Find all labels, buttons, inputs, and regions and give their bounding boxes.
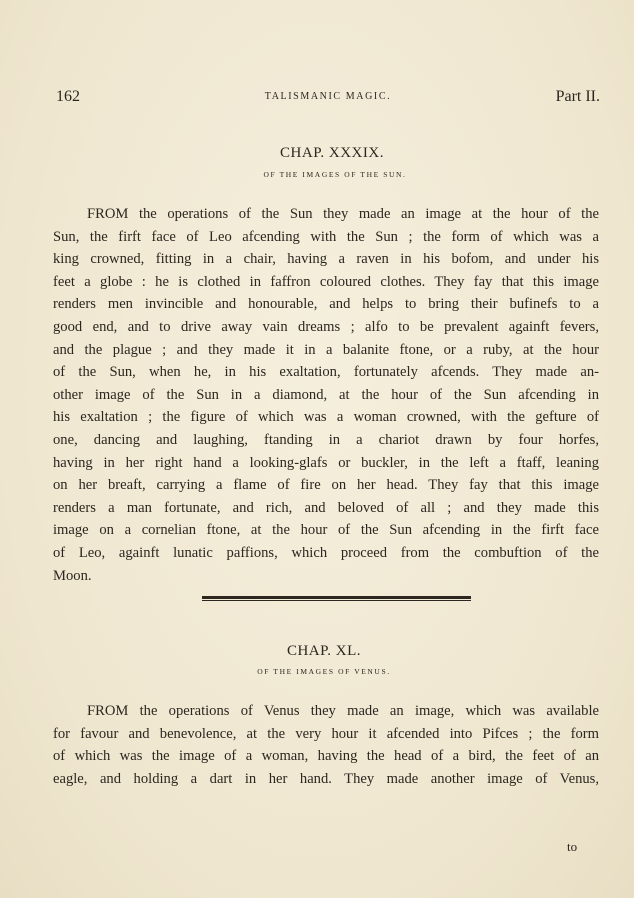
text-line: his exaltation ; the figure of which was a woman crowned, with the gefture of (53, 409, 599, 426)
text-line: renders men invincible and honourable, and helps to bring their bufinefs to a (53, 296, 599, 313)
divider-thin-rule (202, 600, 471, 601)
text-line: one, dancing and laughing, ftanding in a chariot drawn by four horfes, (53, 431, 599, 448)
chapter-40-title: CHAP. XL. (286, 643, 362, 659)
text-line: feet a globe : he is clothed in faffron coloured clothes. They fay that this image (53, 273, 599, 290)
chapter-39-subtitle: OF THE IMAGES OF THE SUN. (263, 170, 407, 179)
text-line: image on a cornelian ftone, at the hour of the Sun afcending in the firft face (53, 522, 599, 539)
text-line: and the plague ; and they made it in a balanite ftone, or a ruby, at the hour (53, 341, 599, 358)
divider-thick-rule (202, 596, 471, 599)
text-line: having in her right hand a looking-glafs or buckler, in the left a ftaff, leaning (53, 454, 599, 471)
text-line: on her breaft, carrying a flame of fire on her head. They fay that this image (53, 477, 599, 494)
text-line: eagle, and holding a dart in her hand. They made another image of Venus, (53, 770, 599, 787)
text-line: Sun, the firft face of Leo afcending with the Sun ; the form of which was a (53, 228, 599, 245)
text-line: for favour and benevolence, at the very hour it afcended into Pifces ; the form (53, 725, 599, 742)
text-line: Moon. (53, 567, 92, 584)
page-header (56, 88, 600, 110)
text-line: FROM the operations of Venus they made an image, which was available (87, 703, 599, 719)
text-line: of which was the image of a woman, having the head of a bird, the feet of an (53, 748, 599, 765)
text-line: renders a man fortunate, and rich, and beloved of all ; and they made this (53, 499, 599, 516)
catchword: to (567, 839, 578, 854)
chapter-40-paragraph (53, 700, 599, 790)
text-line: of the Sun, when he, in his exaltation, fortunately afcends. They made an- (53, 364, 599, 381)
chapter-39-title: CHAP. XXXIX. (280, 145, 384, 161)
page-number: 162 (56, 88, 80, 105)
text-line: king crowned, fitting in a chair, having a raven in his bofom, and under his (53, 251, 599, 268)
text-line: of Leo, againft lunatic paffions, which proceed from the combuftion of the (53, 544, 599, 561)
running-title: TALISMANIC MAGIC. (264, 91, 392, 102)
chapter-39-paragraph (53, 203, 599, 587)
section-divider (202, 596, 471, 601)
text-line: FROM the operations of the Sun they made an image at the hour of the (87, 206, 599, 222)
text-line: other image of the Sun in a diamond, at the hour of the Sun afcending in (53, 386, 599, 403)
text-line: good end, and to drive away vain dreams ; alfo to be prevalent againft fevers, (53, 318, 599, 335)
chapter-40-subtitle: OF THE IMAGES OF VENUS. (257, 667, 391, 676)
part-label: Part II. (555, 88, 600, 105)
